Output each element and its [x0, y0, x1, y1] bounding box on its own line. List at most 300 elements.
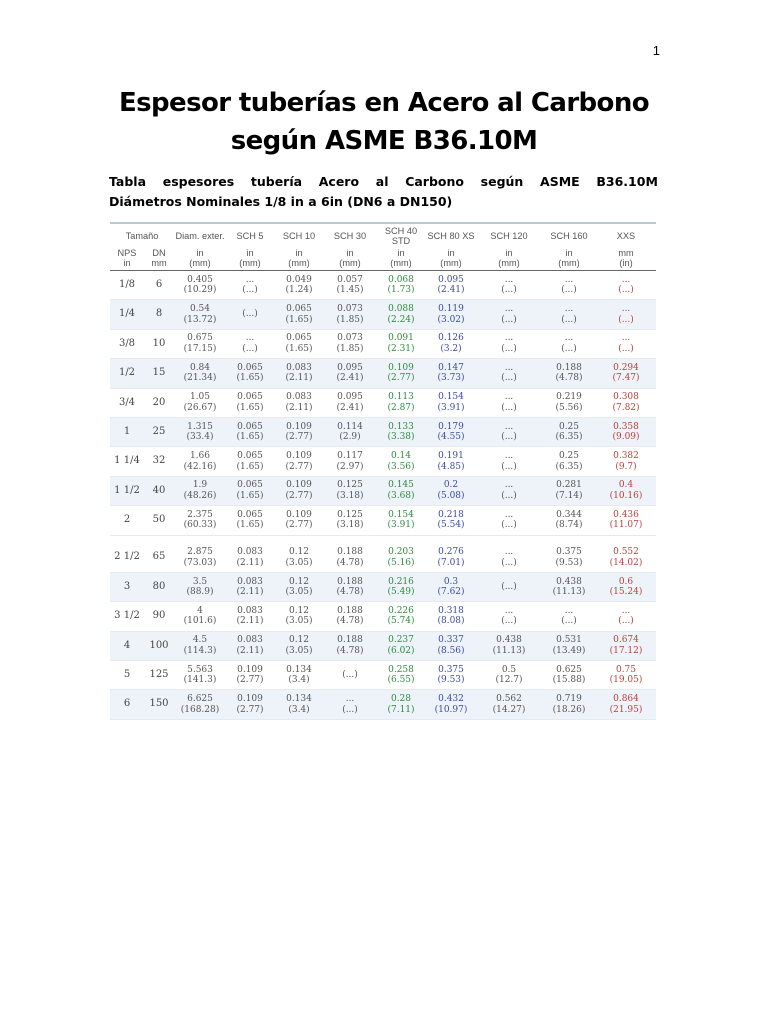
value-in: 0.382 [613, 451, 639, 462]
value-mm: (2.77) [236, 704, 264, 715]
thickness-cell [274, 388, 324, 417]
value-mm: (6.35) [555, 432, 583, 443]
value-mm: (3.02) [437, 314, 465, 325]
unit-header [324, 248, 376, 271]
table-row [110, 329, 656, 358]
value-mm: (26.67) [183, 402, 217, 413]
value-mm: (2.41) [336, 402, 364, 413]
value-in: 0.065 [237, 362, 263, 373]
thickness-cell [476, 447, 542, 476]
unit-label: mm [618, 248, 634, 258]
value-in: 0.436 [613, 509, 639, 520]
value-mm: (2.97) [336, 461, 364, 472]
outer-diameter-cell [174, 690, 226, 719]
value-mm: (2.41) [336, 373, 364, 384]
value-in: ... [504, 304, 514, 315]
value-in: 0.218 [438, 509, 464, 520]
thickness-cell [596, 388, 656, 417]
thickness-cell [476, 476, 542, 505]
unit-label: (mm) [239, 258, 261, 268]
thickness-cell [542, 572, 596, 601]
value-in: 0.133 [388, 421, 414, 432]
unit-label: in [565, 248, 573, 258]
value-mm: (...) [242, 309, 258, 320]
thickness-cell [376, 271, 426, 300]
thickness-cell [226, 506, 274, 535]
thickness-cell [596, 690, 656, 719]
value-mm: (...) [501, 314, 517, 325]
value-mm: (5.54) [437, 520, 465, 531]
value-in: 0.065 [237, 421, 263, 432]
value-mm: (...) [561, 343, 577, 354]
unit-header [274, 248, 324, 271]
value-in: 0.065 [237, 392, 263, 403]
thickness-cell [226, 329, 274, 358]
thickness-cell [274, 572, 324, 601]
value-mm: (7.11) [387, 704, 415, 715]
value-mm: (9.53) [555, 557, 583, 568]
intro-word: según [480, 174, 524, 189]
value-mm: (1.24) [285, 285, 313, 296]
thickness-cell [324, 359, 376, 388]
value-mm: (3.2) [440, 343, 462, 354]
value-in: 0.109 [237, 664, 263, 675]
value-mm: (6.55) [387, 675, 415, 686]
column-header: SCH 40 STD [384, 226, 418, 246]
dn-cell: 32 [144, 447, 174, 476]
thickness-cell [376, 476, 426, 505]
value-in: ... [504, 605, 514, 616]
unit-header [144, 248, 174, 271]
title-line-2: según ASME B36.10M [230, 126, 538, 156]
value-mm: (168.28) [180, 704, 220, 715]
thickness-cell [476, 631, 542, 660]
value-mm: (...) [501, 616, 517, 627]
value-in: ... [504, 509, 514, 520]
thickness-cell [426, 631, 476, 660]
dn-cell: 150 [144, 690, 174, 719]
value-mm: (6.35) [555, 461, 583, 472]
thickness-cell [274, 271, 324, 300]
value-mm: (9.53) [437, 675, 465, 686]
value-in: 1.315 [187, 421, 213, 432]
thickness-cell [476, 300, 542, 329]
unit-label: (mm) [390, 258, 412, 268]
thickness-cell [226, 417, 274, 446]
thickness-cell [226, 602, 274, 631]
value-in: 5.563 [187, 664, 213, 675]
outer-diameter-cell [174, 572, 226, 601]
thickness-cell [226, 572, 274, 601]
outer-diameter-cell [174, 661, 226, 690]
value-in: 0.3 [443, 576, 459, 587]
value-mm: (...) [618, 343, 634, 354]
title-line-1: Espesor tuberías en Acero al Carbono [119, 88, 649, 118]
value-in: 0.75 [615, 664, 637, 675]
value-mm: (17.12) [609, 645, 643, 656]
thickness-cell [376, 602, 426, 631]
thickness-cell [324, 417, 376, 446]
thickness-cell [226, 690, 274, 719]
value-mm: (1.65) [236, 373, 264, 384]
dn-cell: 8 [144, 300, 174, 329]
value-mm: (...) [501, 461, 517, 472]
table-row [110, 388, 656, 417]
thickness-cell [542, 690, 596, 719]
value-in: 0.073 [337, 304, 363, 315]
thickness-cell [476, 602, 542, 631]
value-in: 0.091 [388, 333, 414, 344]
value-in: 0.674 [613, 635, 639, 646]
thickness-cell [226, 447, 274, 476]
thickness-cell [376, 544, 426, 573]
value-mm: (4.78) [336, 587, 364, 598]
value-in: 0.109 [286, 480, 312, 491]
value-in: 0.719 [556, 694, 582, 705]
thickness-cell [226, 544, 274, 573]
value-mm: (...) [501, 343, 517, 354]
column-header: Tamaño [125, 231, 159, 241]
value-in: 0.337 [438, 635, 464, 646]
nps-cell: 2 1/2 [110, 544, 144, 573]
value-mm: (5.08) [437, 490, 465, 501]
value-mm: (2.11) [236, 587, 264, 598]
thickness-cell [226, 271, 274, 300]
value-in: 0.057 [337, 274, 363, 285]
value-mm: (2.11) [236, 616, 264, 627]
thickness-cell [376, 631, 426, 660]
thickness-cell [476, 417, 542, 446]
thickness-cell [324, 447, 376, 476]
value-mm: (73.03) [183, 557, 217, 568]
value-in: 0.083 [237, 576, 263, 587]
value-mm: (1.65) [236, 520, 264, 531]
column-header: SCH 120 [490, 231, 528, 241]
value-mm: (...) [242, 343, 258, 354]
value-in: 0.154 [388, 509, 414, 520]
unit-label: in [397, 248, 405, 258]
thickness-cell [426, 690, 476, 719]
value-mm: (9.7) [615, 461, 637, 472]
thickness-cell [226, 388, 274, 417]
dn-cell: 15 [144, 359, 174, 388]
value-mm: (...) [618, 616, 634, 627]
value-mm: (2.77) [285, 432, 313, 443]
dn-cell: 80 [144, 572, 174, 601]
thickness-cell [274, 329, 324, 358]
thickness-cell [542, 271, 596, 300]
value-in: ... [504, 547, 514, 558]
unit-label: in [196, 248, 204, 258]
intro-word: B36.10M [596, 174, 658, 189]
value-mm: (2.11) [285, 373, 313, 384]
value-in: ... [245, 333, 255, 344]
value-in: 3.5 [192, 576, 208, 587]
unit-header [226, 248, 274, 271]
value-in: 0.54 [189, 304, 211, 315]
value-in: 0.294 [613, 362, 639, 373]
thickness-cell [476, 271, 542, 300]
thickness-cell [542, 602, 596, 631]
value-mm: (7.01) [437, 557, 465, 568]
thickness-cell [542, 631, 596, 660]
unit-header [376, 248, 426, 271]
thickness-cell [376, 690, 426, 719]
value-in: 0.125 [337, 509, 363, 520]
value-mm: (3.68) [387, 490, 415, 501]
value-mm: (2.77) [285, 461, 313, 472]
thickness-cell [426, 572, 476, 601]
value-in: ... [564, 605, 574, 616]
value-in: ... [504, 392, 514, 403]
thickness-cell [596, 544, 656, 573]
thickness-cell [426, 359, 476, 388]
value-mm: (2.87) [387, 402, 415, 413]
table-row [110, 506, 656, 535]
table-row [110, 417, 656, 446]
value-mm: (9.09) [612, 432, 640, 443]
value-mm: (15.24) [609, 587, 643, 598]
thickness-cell [324, 602, 376, 631]
thickness-cell [426, 300, 476, 329]
value-mm: (11.13) [492, 645, 526, 656]
unit-label: (mm) [189, 258, 211, 268]
value-in: 0.12 [288, 605, 310, 616]
thickness-cell [542, 329, 596, 358]
thickness-cell [542, 300, 596, 329]
table-row [110, 690, 656, 719]
thickness-cell [476, 388, 542, 417]
nps-cell: 3/4 [110, 388, 144, 417]
value-mm: (88.9) [186, 587, 214, 598]
value-in: 1.05 [189, 392, 211, 403]
value-in: 0.068 [388, 274, 414, 285]
thickness-cell [476, 661, 542, 690]
dn-cell: 25 [144, 417, 174, 446]
thickness-cell [376, 300, 426, 329]
value-mm: (13.72) [183, 314, 217, 325]
value-mm: (3.38) [387, 432, 415, 443]
thickness-cell [426, 329, 476, 358]
value-mm: (13.49) [552, 645, 586, 656]
intro-paragraph [109, 172, 658, 212]
intro-word: al [375, 174, 389, 189]
column-header: SCH 160 [550, 231, 588, 241]
thickness-cell [596, 329, 656, 358]
thickness-cell [426, 661, 476, 690]
thickness-cell [274, 447, 324, 476]
value-in: 0.432 [438, 694, 464, 705]
value-mm: (1.65) [236, 432, 264, 443]
table-row [110, 602, 656, 631]
value-mm: (3.56) [387, 461, 415, 472]
value-in: 0.065 [237, 451, 263, 462]
value-in: ... [345, 694, 355, 705]
value-in: 0.119 [438, 304, 464, 315]
value-mm: (...) [561, 616, 577, 627]
dn-cell: 125 [144, 661, 174, 690]
outer-diameter-cell [174, 271, 226, 300]
thickness-cell [476, 572, 542, 601]
value-in: ... [504, 421, 514, 432]
value-mm: (17.15) [183, 343, 217, 354]
nps-cell: 1/4 [110, 300, 144, 329]
value-in: 0.2 [443, 480, 459, 491]
unit-label: in [447, 248, 455, 258]
thickness-cell [542, 359, 596, 388]
unit-header [542, 248, 596, 271]
thickness-cell [596, 300, 656, 329]
value-in: 0.134 [286, 694, 312, 705]
thickness-cell [542, 476, 596, 505]
value-in: 0.531 [556, 635, 582, 646]
thickness-cell [376, 417, 426, 446]
unit-label: NPS [117, 248, 137, 258]
dn-cell: 40 [144, 476, 174, 505]
dn-cell: 6 [144, 271, 174, 300]
value-mm: (2.77) [236, 675, 264, 686]
value-in: 0.145 [388, 480, 414, 491]
value-in: 0.109 [237, 694, 263, 705]
thickness-cell [226, 661, 274, 690]
nps-cell: 2 [110, 506, 144, 535]
value-mm: (12.7) [495, 675, 523, 686]
value-mm: (3.91) [387, 520, 415, 531]
unit-label: mm [151, 258, 167, 268]
value-in: ... [504, 333, 514, 344]
value-in: ... [504, 480, 514, 491]
value-mm: (5.56) [555, 402, 583, 413]
unit-label: in [295, 248, 303, 258]
thickness-cell [596, 506, 656, 535]
value-mm: (7.47) [612, 373, 640, 384]
value-in: 0.14 [390, 451, 412, 462]
column-header: SCH 10 [282, 231, 316, 241]
value-in: 0.113 [388, 392, 414, 403]
thickness-cell [542, 661, 596, 690]
value-in: 0.438 [556, 576, 582, 587]
value-mm: (4.78) [336, 557, 364, 568]
intro-word: ASME [540, 174, 580, 189]
thickness-cell [596, 417, 656, 446]
thickness-cell [476, 329, 542, 358]
thickness-cell [226, 300, 274, 329]
value-mm: (141.3) [183, 675, 217, 686]
table-row [110, 271, 656, 300]
intro-word: Acero [318, 174, 360, 189]
thickness-cell [376, 329, 426, 358]
value-in: 0.552 [613, 547, 639, 558]
value-mm: (6.02) [387, 645, 415, 656]
thickness-cell [376, 388, 426, 417]
value-in: 0.318 [438, 605, 464, 616]
value-in: 0.562 [496, 694, 522, 705]
unit-label: in [505, 248, 513, 258]
thickness-cell [542, 544, 596, 573]
nps-cell: 5 [110, 661, 144, 690]
value-mm: (...) [618, 314, 634, 325]
value-in: 0.675 [187, 333, 213, 344]
value-mm: (3.4) [288, 675, 310, 686]
table-row [110, 661, 656, 690]
nps-cell: 3/8 [110, 329, 144, 358]
value-mm: (2.41) [437, 285, 465, 296]
value-mm: (...) [618, 285, 634, 296]
nps-cell: 1 1/2 [110, 476, 144, 505]
thickness-cell [274, 602, 324, 631]
value-in: 0.188 [337, 605, 363, 616]
value-mm: (...) [342, 670, 358, 681]
intro-line-2: Diámetros Nominales 1/8 in a 6in (DN6 a DN150) [109, 194, 453, 209]
dn-cell: 100 [144, 631, 174, 660]
unit-label: (mm) [288, 258, 310, 268]
thickness-cell [274, 506, 324, 535]
value-mm: (...) [501, 432, 517, 443]
value-in: 0.088 [388, 304, 414, 315]
table-row [110, 447, 656, 476]
value-mm: (8.08) [437, 616, 465, 627]
thickness-cell [274, 661, 324, 690]
value-in: 0.134 [286, 664, 312, 675]
value-mm: (4.78) [555, 373, 583, 384]
dn-cell: 90 [144, 602, 174, 631]
intro-word: Tabla [109, 174, 147, 189]
thickness-cell [376, 506, 426, 535]
value-mm: (19.05) [609, 675, 643, 686]
nps-cell: 1 [110, 417, 144, 446]
thickness-cell [274, 417, 324, 446]
value-mm: (14.02) [609, 557, 643, 568]
value-in: 0.109 [286, 509, 312, 520]
value-mm: (3.73) [437, 373, 465, 384]
thickness-cell [596, 602, 656, 631]
value-in: ... [621, 304, 631, 315]
table-units-row [110, 248, 656, 271]
thickness-cell [226, 631, 274, 660]
value-mm: (42.16) [183, 461, 217, 472]
thickness-cell [426, 602, 476, 631]
value-in: 4 [197, 605, 203, 616]
table-row [110, 300, 656, 329]
value-mm: (3.05) [285, 645, 313, 656]
intro-word: espesores [162, 174, 235, 189]
value-in: 0.191 [438, 451, 464, 462]
value-mm: (...) [342, 704, 358, 715]
thickness-cell [274, 300, 324, 329]
value-in: ... [621, 274, 631, 285]
value-mm: (1.73) [387, 285, 415, 296]
value-mm: (10.29) [183, 285, 217, 296]
value-in: 0.083 [286, 362, 312, 373]
value-in: ... [564, 304, 574, 315]
value-in: 0.216 [388, 576, 414, 587]
value-mm: (60.33) [183, 520, 217, 531]
value-in: 0.375 [438, 664, 464, 675]
value-in: 0.109 [388, 362, 414, 373]
value-mm: (21.95) [609, 704, 643, 715]
thickness-cell [274, 544, 324, 573]
nps-cell: 1 1/4 [110, 447, 144, 476]
value-in: 0.864 [613, 694, 639, 705]
value-mm: (3.05) [285, 616, 313, 627]
value-in: 0.12 [288, 547, 310, 558]
value-mm: (...) [501, 520, 517, 531]
value-in: 0.126 [438, 333, 464, 344]
value-mm: (1.65) [285, 343, 313, 354]
thickness-cell [426, 447, 476, 476]
value-in: 0.188 [337, 635, 363, 646]
value-in: 0.258 [388, 664, 414, 675]
